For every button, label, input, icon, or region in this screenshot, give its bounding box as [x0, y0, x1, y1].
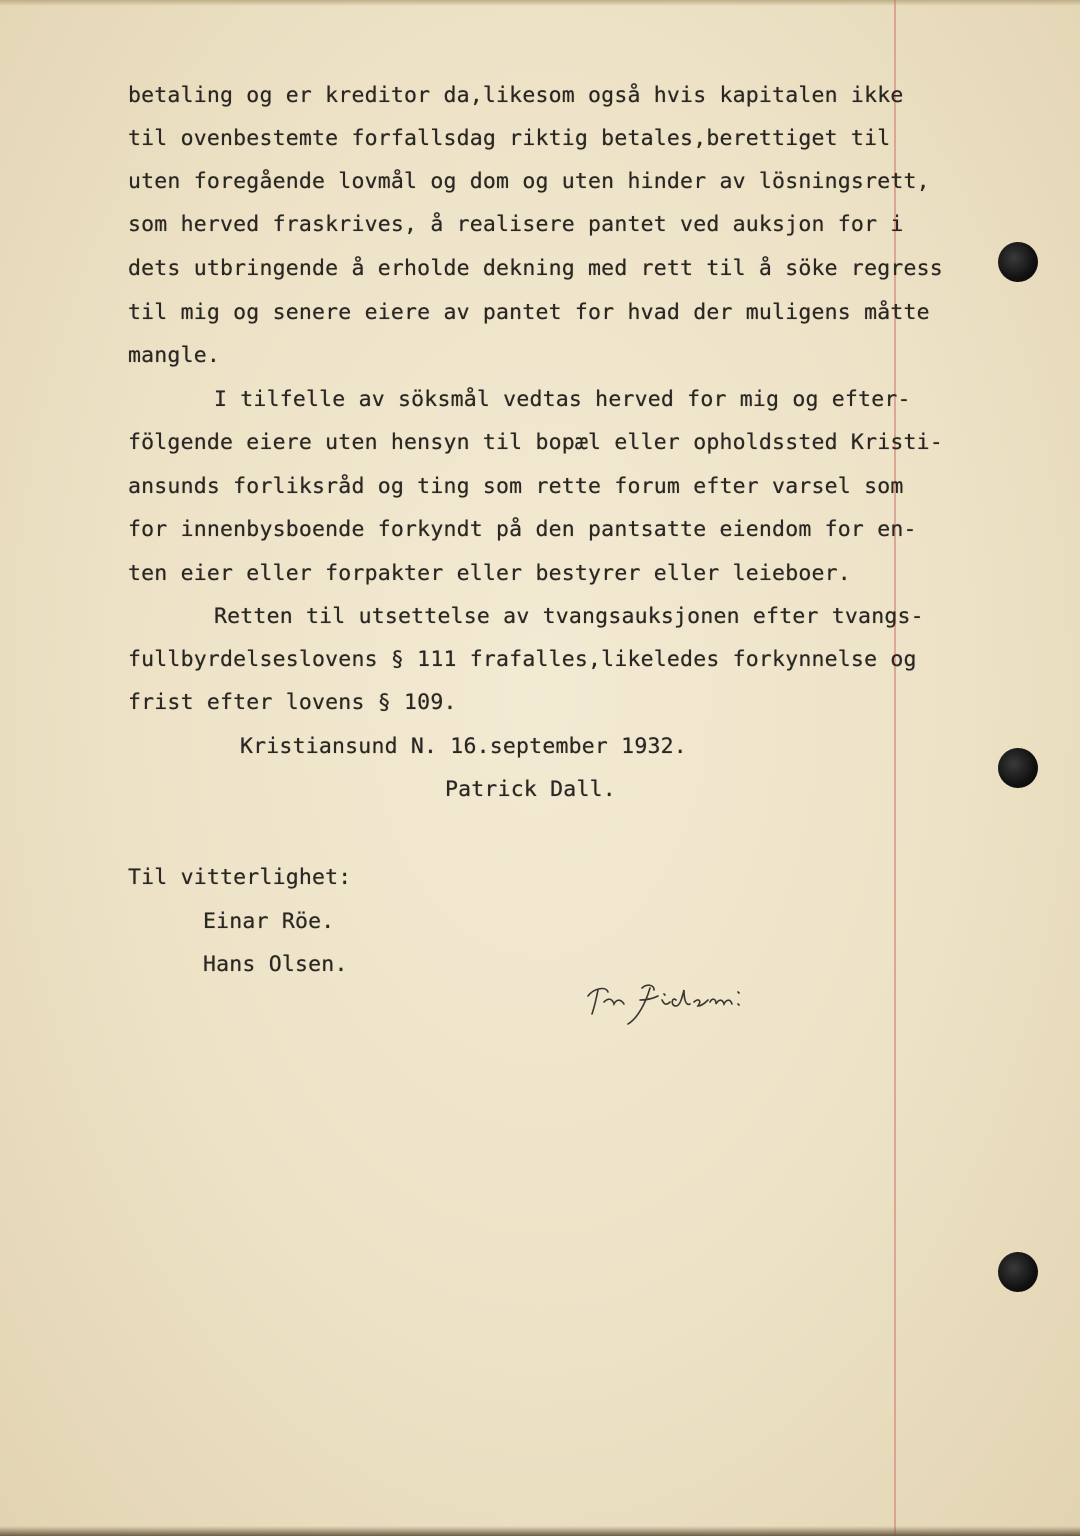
body-line: betaling og er kreditor da,likesom også hvis kapitalen ikke: [128, 83, 904, 108]
body-line: mangle.: [128, 343, 221, 368]
body-line: fölgende eiere uten hensyn til bopæl eller opholdssted Kristi-: [128, 430, 943, 455]
body-line: til ovenbestemte forfallsdag riktig betales,berettiget til: [128, 126, 891, 151]
body-line: fullbyrdelseslovens § 111 frafalles,likeledes forkynnelse og: [128, 647, 917, 672]
handwritten-note-signature: [584, 978, 764, 1028]
body-line: til mig og senere eiere av pantet for hvad der muligens måtte: [128, 300, 930, 325]
witness-name: Hans Olsen.: [203, 952, 348, 977]
body-line: ten eier eller forpakter eller bestyrer eller leieboer.: [128, 561, 851, 586]
body-line: for innenbysboende forkyndt på den pantsatte eiendom for en-: [128, 517, 917, 542]
body-line: dets utbringende å erholde dekning med rett til å söke regress: [128, 256, 943, 281]
body-line: frist efter lovens § 109.: [128, 690, 457, 715]
signer-name: Patrick Dall.: [445, 777, 616, 802]
body-line: som herved fraskrives, å realisere pantet ved auksjon for i: [128, 212, 904, 237]
witness-name: Einar Röe.: [203, 909, 335, 934]
witness-heading: Til vitterlighet:: [128, 865, 352, 890]
page-bottom-edge: [0, 1526, 1080, 1536]
body-line: ansunds forliksråd og ting som rette forum efter varsel som: [128, 474, 904, 499]
place-date: Kristiansund N. 16.september 1932.: [240, 734, 687, 759]
body-line: Retten til utsettelse av tvangsauksjonen efter tvangs-: [214, 604, 924, 629]
body-line: I tilfelle av söksmål vedtas herved for mig og efter-: [214, 387, 911, 412]
body-line: uten foregående lovmål og dom og uten hinder av lösningsrett,: [128, 169, 930, 194]
